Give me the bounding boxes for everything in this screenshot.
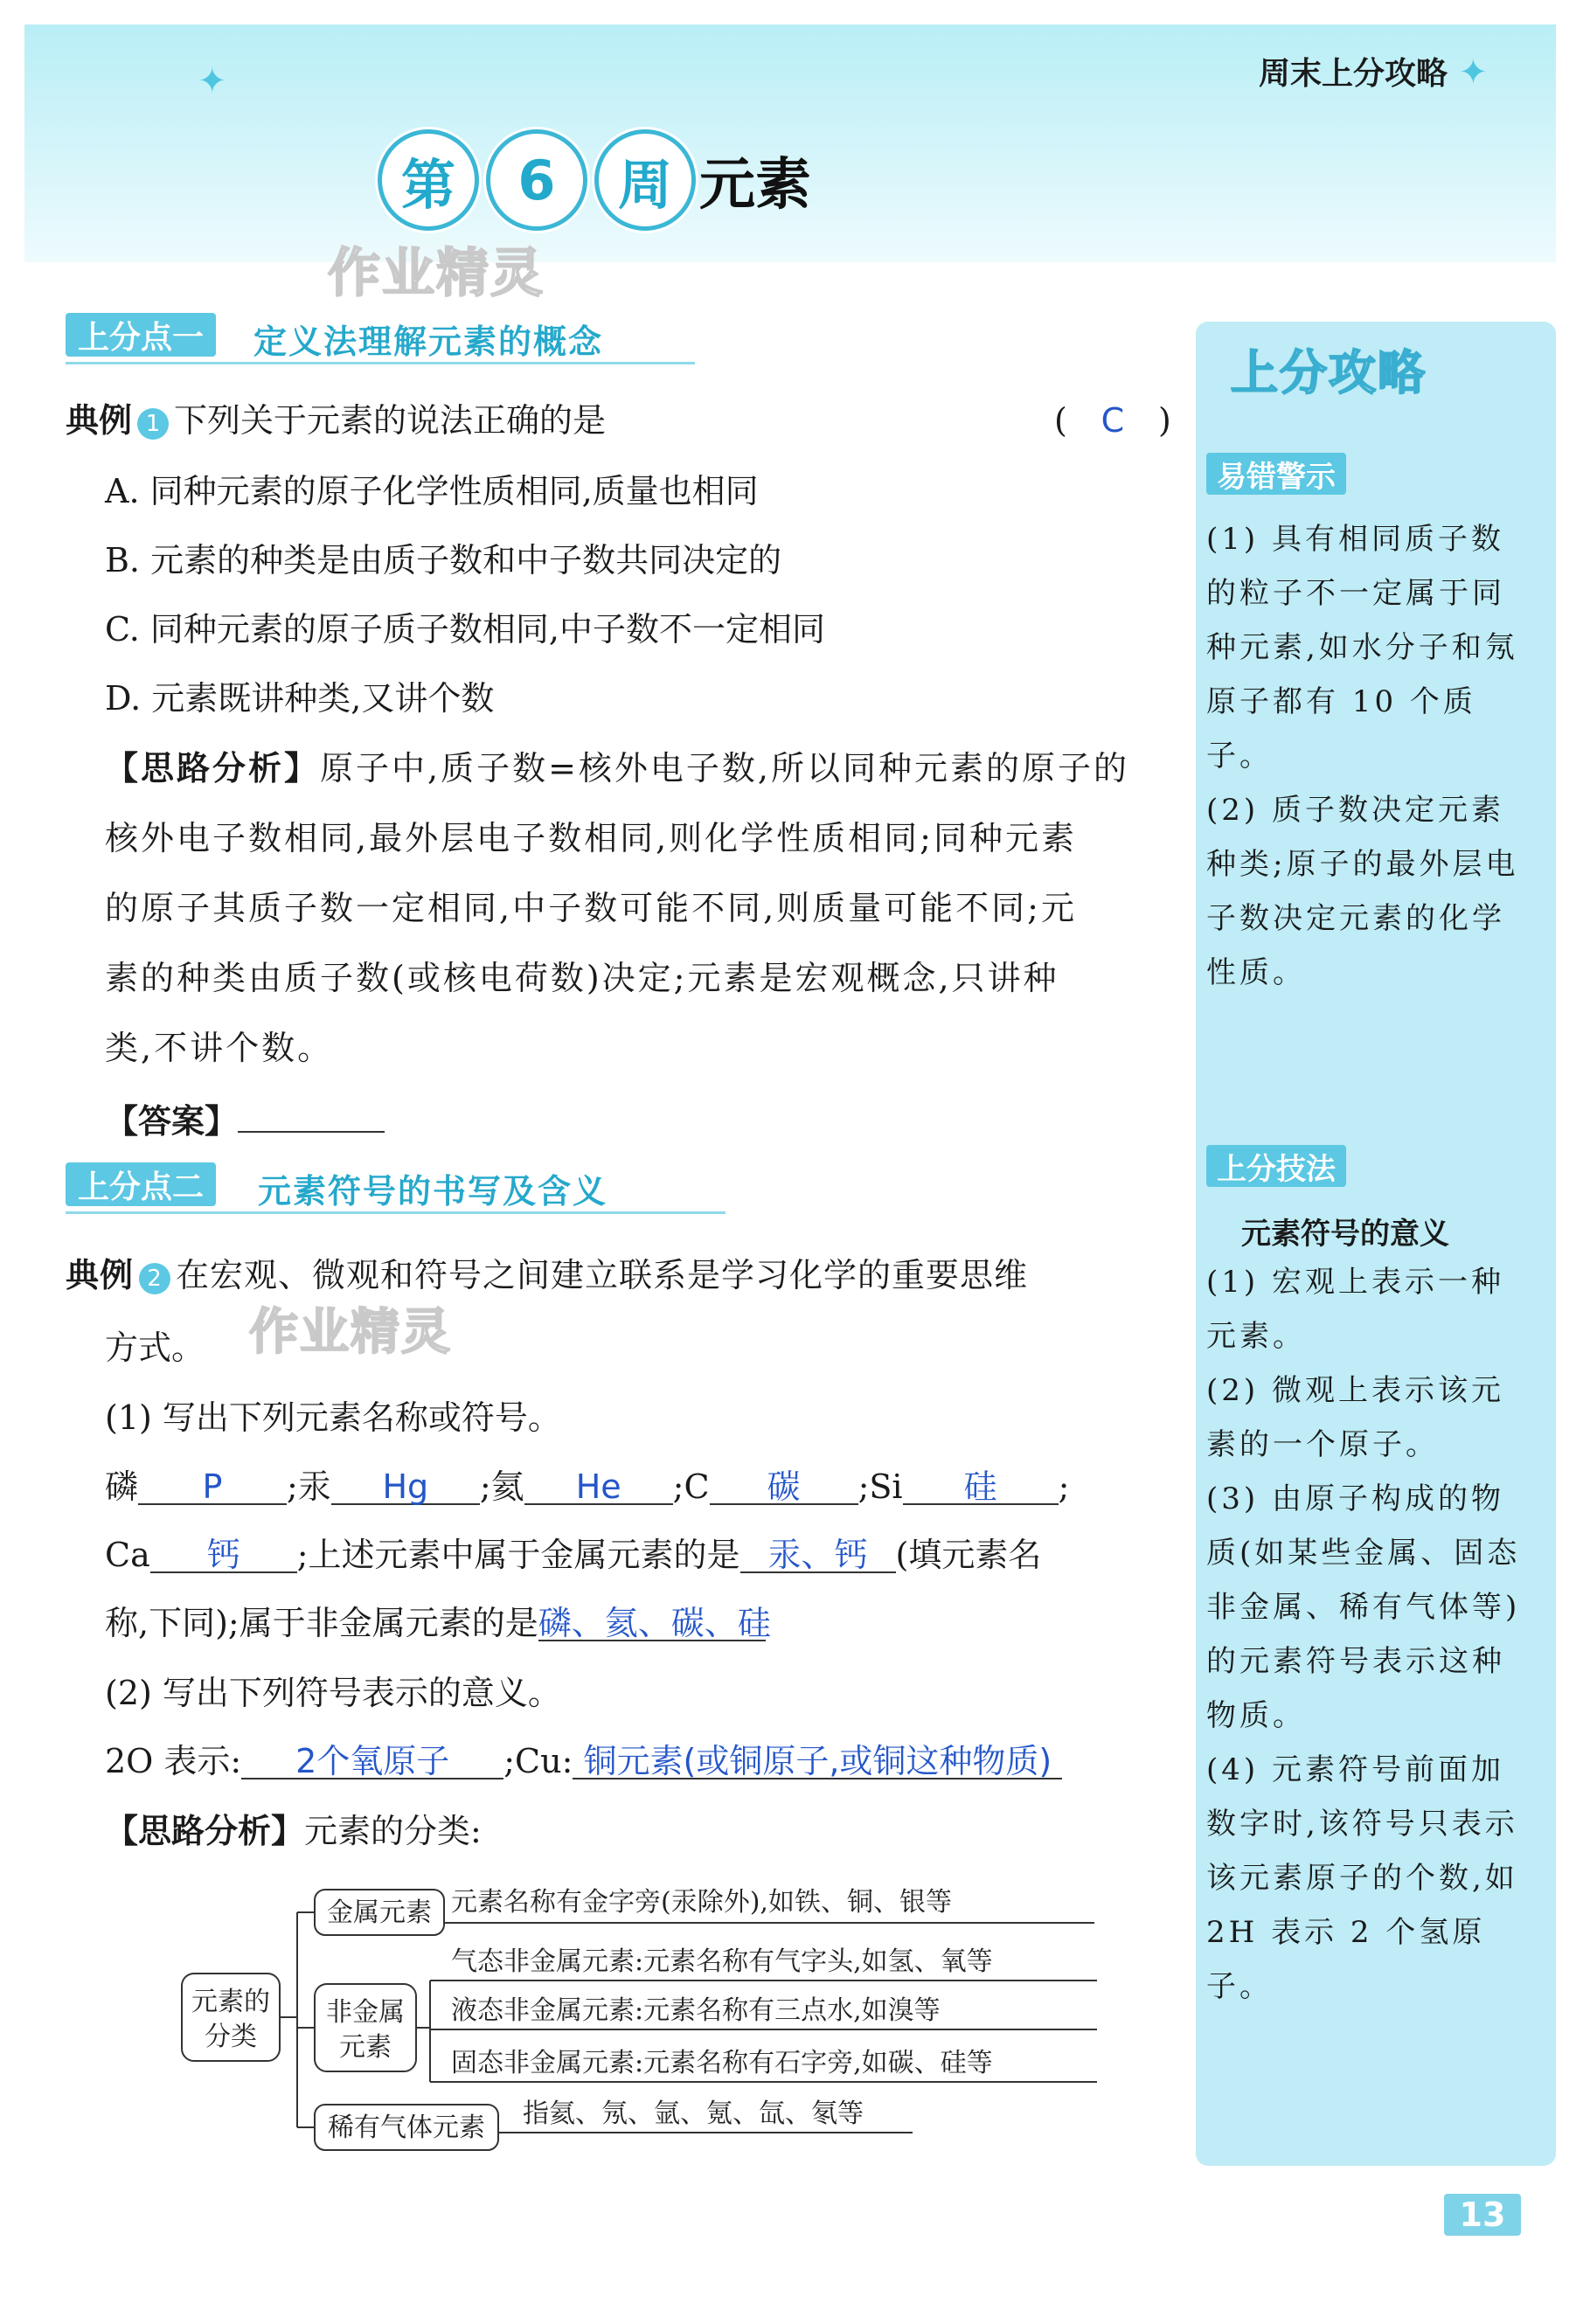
analysis-line-4: 素的种类由质子数(或核电荷数)决定;元素是宏观概念,只讲种	[105, 959, 1059, 997]
example-label: 典例	[66, 1256, 135, 1294]
tips-item-1: (1) 宏观上表示一种元素。	[1206, 1265, 1504, 1354]
bracket-close: )	[1158, 401, 1171, 440]
answer-label: 【答案】	[105, 1102, 239, 1141]
fill-line-2	[105, 1538, 1041, 1573]
section-header-1	[66, 313, 695, 362]
option-a: A. 同种元素的原子化学性质相同,质量也相同	[105, 472, 759, 510]
fill-blank-lin: P	[138, 1470, 287, 1505]
sep: ;	[479, 1467, 491, 1506]
warning-item-1: (1) 具有相同质子数的粒子不一定属于同种元素,如水分子和氖原子都有 10 个质子。	[1206, 522, 1518, 774]
header-tag	[1259, 49, 1488, 94]
tips-badge: 上分技法	[1206, 1145, 1346, 1187]
diagram-noble-label: 稀有气体元素	[328, 2112, 485, 2143]
sparkle-icon: ✦	[1458, 52, 1489, 93]
sep: ;	[287, 1467, 298, 1506]
answer-value: C	[1101, 401, 1125, 440]
sidebar-title: 上分攻略	[1231, 345, 1427, 400]
diagram-metal-label: 金属元素	[327, 1897, 432, 1928]
answer-bracket	[1054, 401, 1171, 440]
fill-blank-cu: 铜元素(或铜原子,或铜这种物质)	[573, 1745, 1062, 1779]
diagram-noble-desc: 指氦、氖、氩、氪、氙、氡等	[523, 2099, 864, 2129]
week-badge	[378, 129, 696, 231]
example1-question	[66, 401, 607, 440]
analysis-line-3: 的原子其质子数一定相同,中子数可能不同,则质量可能不同;元	[105, 889, 1077, 927]
example2-question-cont: 方式。	[105, 1328, 205, 1367]
tips-item-4: (4) 元素符号前面加数字时,该符号只表示该元素原子的个数,如 2H 表示 2 个氢原子。	[1206, 1752, 1518, 2004]
diagram-gas: 气态非金属元素:元素名称有气字头,如氢、氧等	[451, 1946, 993, 1977]
section-badge-2: 上分点二	[66, 1162, 216, 1206]
element-hai: 氦	[490, 1467, 524, 1506]
watermark: 作业精灵	[328, 243, 545, 304]
section-title-2: 元素符号的书写及含义	[258, 1172, 608, 1211]
tips-list	[1206, 1255, 1521, 2014]
sparkle-icon: ✦	[198, 61, 227, 101]
analysis-label: 【思路分析】	[105, 749, 321, 787]
analysis2-line	[105, 1814, 482, 1848]
fill-blank-nonmetal: 磷、氦、碳、硅	[538, 1604, 771, 1642]
part1-prompt: (1) 写出下列元素名称或符号。	[105, 1398, 561, 1437]
warning-badge: 易错警示	[1206, 453, 1346, 495]
diagram-solid: 固态非金属元素:元素名称有石字旁,如碳、硅等	[451, 2048, 993, 2078]
option-b: B. 元素的种类是由质子数和中子数共同决定的	[105, 541, 782, 579]
fill-blank-metal: 汞、钙	[740, 1538, 896, 1573]
example-number: 1	[137, 408, 169, 440]
cu-label: ;Cu:	[503, 1742, 573, 1780]
diagram-nonmetal-line1: 非金属	[326, 1997, 405, 2028]
analysis-text: 元素的分类:	[304, 1812, 482, 1850]
section-underline-1	[66, 362, 695, 364]
diagram-metal-desc: 元素名称有金字旁(汞除外),如铁、铜、银等	[451, 1887, 952, 1918]
week-prefix: 第	[378, 129, 479, 231]
bracket-open: (	[1054, 401, 1067, 440]
warning-list	[1206, 512, 1521, 1000]
diagram-root-line2: 分类	[205, 2022, 257, 2052]
o2-label: 2O 表示:	[105, 1742, 242, 1780]
element-lin: 磷	[105, 1467, 139, 1506]
metal-prompt: ;上述元素中属于金属元素的是	[296, 1536, 740, 1574]
warning-item-2: (2) 质子数决定元素种类;原子的最外层电子数决定元素的化学性质。	[1206, 793, 1519, 990]
analysis-line-5: 类,不讲个数。	[105, 1029, 334, 1067]
week-number: 6	[486, 129, 587, 231]
tips-item-3: (3) 由原子构成的物质(如某些金属、固态非金属、稀有气体等)的元素符号表示这种物质。	[1206, 1481, 1521, 1733]
fill-line-1	[105, 1467, 1070, 1506]
section-header-2	[66, 1162, 726, 1211]
diagram-liquid: 液态非金属元素:元素名称有三点水,如溴等	[451, 1995, 941, 2026]
section-title-1: 定义法理解元素的概念	[253, 323, 604, 361]
nonmetal-prompt: 称,下同);属于非金属元素的是	[105, 1604, 538, 1642]
fill-blank-gong: Hg	[331, 1470, 480, 1505]
page-number: 13	[1444, 2194, 1521, 2236]
question-text: 下列关于元素的说法正确的是	[174, 401, 607, 440]
fill-line-3	[105, 1604, 771, 1642]
diagram-nonmetal-line2: 元素	[339, 2032, 392, 2063]
tips-item-2: (2) 微观上表示该元素的一个原子。	[1206, 1373, 1504, 1462]
metal-note: (填元素名	[895, 1536, 1042, 1574]
option-d: D. 元素既讲种类,又讲个数	[105, 679, 495, 718]
fill-blank-hai: He	[524, 1470, 673, 1505]
question-text: 在宏观、微观和符号之间建立联系是学习化学的重要思维	[176, 1256, 1029, 1294]
fill-blank-ca: 钙	[150, 1538, 297, 1573]
section-badge-1: 上分点一	[66, 313, 216, 357]
element-c: C	[684, 1467, 710, 1506]
option-c: C. 同种元素的原子质子数相同,中子数不一定相同	[105, 610, 825, 649]
sep: ;	[1058, 1467, 1070, 1506]
element-ca: Ca	[105, 1536, 150, 1574]
example-label: 典例	[66, 401, 133, 440]
analysis-text: 原子中,质子数=核外电子数,所以同种元素的原子的	[320, 749, 1130, 787]
watermark: 作业精灵	[249, 1304, 452, 1361]
fill-blank-si: 硅	[903, 1470, 1059, 1505]
analysis-label: 【思路分析】	[105, 1812, 305, 1850]
analysis-line-1	[105, 749, 1130, 787]
sep: ;	[672, 1467, 684, 1506]
week-suffix: 周	[594, 129, 696, 231]
element-si: Si	[869, 1467, 903, 1506]
fill-blank-o2: 2个氧原子	[241, 1745, 503, 1779]
symbol-meaning-line	[105, 1742, 1062, 1780]
example2-question	[66, 1256, 1029, 1294]
page-title: 元素	[699, 153, 811, 218]
answer-blank	[238, 1098, 385, 1133]
tips-heading: 元素符号的意义	[1241, 1217, 1449, 1252]
element-classification-diagram	[175, 1870, 1136, 2168]
answer-line	[105, 1098, 385, 1141]
diagram-root-line1: 元素的	[191, 1987, 270, 2017]
part2-prompt: (2) 写出下列符号表示的意义。	[105, 1674, 561, 1712]
analysis-line-2: 核外电子数相同,最外层电子数相同,则化学性质相同;同种元素	[105, 819, 1077, 857]
fill-blank-c: 碳	[710, 1470, 858, 1505]
example-number: 2	[139, 1263, 170, 1294]
element-gong: 汞	[297, 1467, 331, 1506]
section-underline-2	[66, 1211, 726, 1214]
sep: ;	[857, 1467, 870, 1506]
header-tag-text: 周末上分攻略	[1259, 56, 1448, 92]
